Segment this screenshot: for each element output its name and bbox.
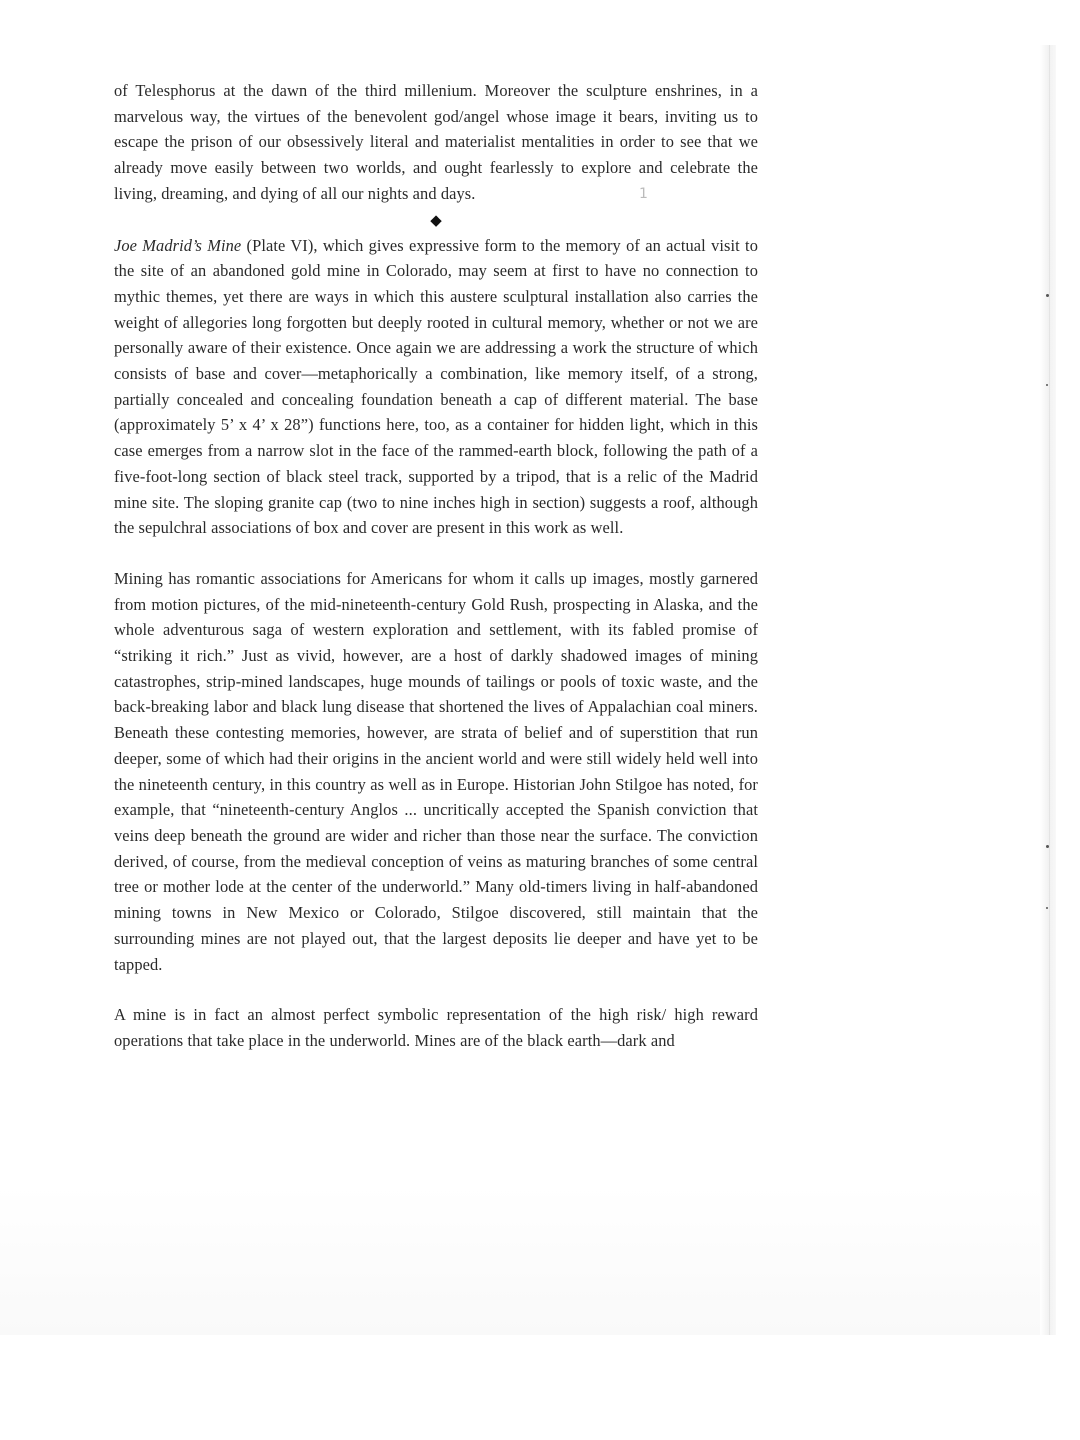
pencil-mark: 1 (639, 186, 648, 202)
paragraph-mine-symbolism: A mine is in fact an almost perfect symbolic representation of the high risk/ high reward operations that take place in the underworld. Mines are of the black earth—dark and (114, 1005, 758, 1050)
scan-speck (1046, 294, 1049, 297)
scan-page-edge (1049, 45, 1050, 1335)
page-body (114, 78, 758, 1054)
scan-shadow-bottom (0, 1185, 1056, 1335)
scan-shadow-right (1040, 45, 1056, 1335)
paragraph-joe-madrids-mine-text: (Plate VI), which gives expressive form to the memory of an actual visit to the site of an abandoned gold mine in Colorado, may seem at first to have no connection to mythic themes, yet there are ways in which this austere sculptural installation also carries the weight of allegories long forgotten but deeply rooted in cultural memory, whether or not we are personally aware of their existence. Once again we are addressing a work the structure of which consists of base and cover—metaphorically a combination, like memory itself, of a strong, partially concealed and concealing foundation beneath a cap of different material. The base (approximately 5’ x 4’ x 28”) functions here, too, as a container for hidden light, which in this case emerges from a narrow slot in the face of the rammed-earth block, following the path of a five-foot-long section of black steel track, supported by a tripod, that is a relic of the Madrid mine site. The sloping granite cap (two to nine inches high in section) suggests a roof, although the sepulchral associations of box and cover are present in this work as well. (114, 235, 758, 538)
artwork-title: Joe Madrid’s Mine (114, 235, 242, 255)
paragraph-mining-associations: Mining has romantic associations for Americans for whom it calls up images, mostly garnered from motion pictures, of the mid-nineteenth-century Gold Rush, prospecting in Alaska, and the whole adventurous saga of western exploration and settlement, with its fabled promise of “striking it rich.” Just as vivid, however, are a host of darkly shadowed images of mining catastrophes, strip-mined landscapes, huge mounds of tailings or pools of toxic waste, and the back-breaking labor and black lung disease that shortened the lives of Appalachian coal miners. Beneath these contesting memories, however, are strata of belief and of superstition that run deeper, some of which had their origins in the ancient world and were still widely held well into the nineteenth century, in this country as well as in Europe. Historian John Stilgoe has noted, for example, that “nineteenth-century Anglos ... uncritically accepted the Spanish conviction that veins deep beneath the ground are wider and richer than those near the surface. The conviction derived, of course, from the medieval conception of veins as maturing branches of some central tree or mother lode at the center of the underworld.” Many old-timers living in half-abandoned mining towns in New Mexico or Colorado, Stilgoe discovered, still maintain that the surrounding mines are not played out, that the largest deposits lie deeper and have yet to be tapped. (114, 568, 758, 974)
section-ornament-diamond: ◆ (430, 212, 442, 229)
paragraph-telesphorus: of Telesphorus at the dawn of the third millenium. Moreover the sculpture enshrines, in a marvelous way, the virtues of the benevolent god/angel whose image it bears, inviting us to escape the prison of our obsessively literal and materialist mentalities in order to see that we already move easily between two worlds, and ought fearlessly to explore and celebrate the living, dreaming, and dying of all our nights and days. (114, 81, 758, 203)
scan-speck (1046, 845, 1049, 848)
paragraph-joe-madrids-mine (114, 233, 758, 541)
scan-speck (1046, 384, 1048, 386)
scan-speck (1046, 907, 1048, 909)
